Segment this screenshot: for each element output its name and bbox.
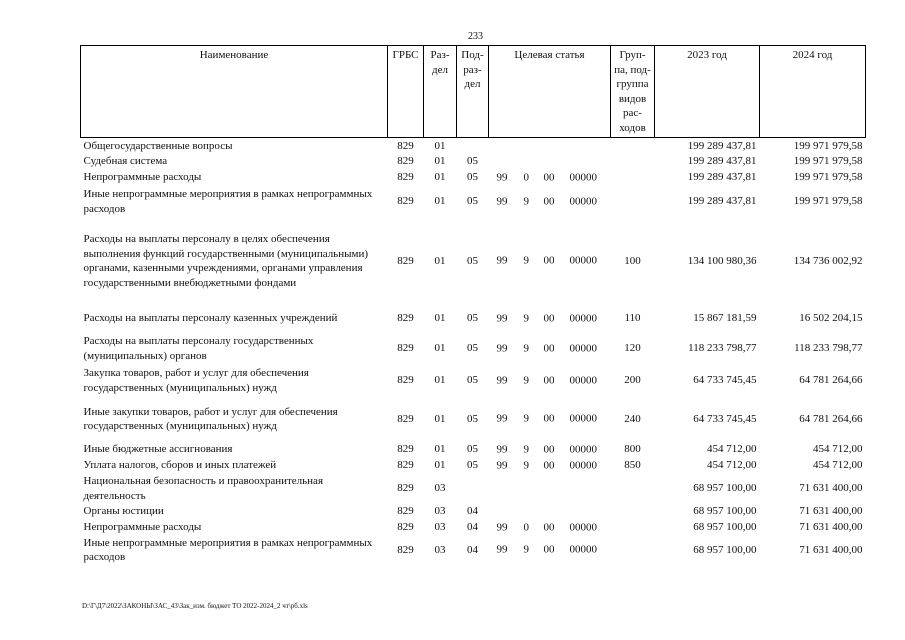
- table-row: [81, 138, 866, 154]
- row-grbs: 829: [397, 312, 414, 325]
- target-code-part: 9: [523, 374, 529, 387]
- row-2023-amount: 68 957 100,00: [693, 521, 757, 534]
- target-code-part: 99: [496, 443, 508, 456]
- table-row: [81, 154, 866, 170]
- target-code-part: 00000: [569, 374, 597, 387]
- table-row: [81, 520, 866, 536]
- row-2024-amount: 454 712,00: [813, 443, 863, 456]
- budget-table: [80, 45, 866, 565]
- row-2023-amount: 68 957 100,00: [693, 543, 757, 556]
- row-target-code: [489, 536, 611, 565]
- row-target-code: [489, 305, 611, 333]
- row-2024-amount: 199 971 979,58: [793, 195, 863, 208]
- page-number: 233: [468, 31, 483, 42]
- row-vid: [611, 154, 655, 170]
- row-grbs: 829: [397, 139, 414, 152]
- row-2024-amount: 199 971 979,58: [793, 171, 863, 184]
- row-grbs: 829: [397, 254, 414, 267]
- row-podrazdel: 05: [467, 155, 478, 168]
- target-code-part: 0: [523, 171, 529, 184]
- row-name: Расходы на выплаты персоналу государственных (муниципальных) органов: [83, 335, 314, 362]
- col-razdel-header: Раз- дел: [424, 46, 457, 138]
- row-grbs: 829: [397, 342, 414, 355]
- row-target-code: [489, 170, 611, 186]
- row-razdel: 01: [434, 443, 446, 456]
- table-row: [81, 536, 866, 565]
- table-row: [81, 504, 866, 520]
- target-code-part: 00000: [569, 254, 597, 267]
- target-code-part: 99: [496, 374, 508, 387]
- row-podrazdel: 04: [467, 543, 478, 556]
- target-code-part: 0: [523, 521, 529, 534]
- row-2024-amount: 199 971 979,58: [793, 139, 863, 152]
- target-code-part: 9: [523, 254, 529, 267]
- row-grbs: 829: [397, 443, 414, 456]
- row-name: Закупка товаров, работ и услуг для обеспечения государственных (муниципальных) нужд: [83, 367, 309, 394]
- row-target-code: [489, 504, 611, 520]
- row-2024-amount: 71 631 400,00: [799, 482, 863, 495]
- row-razdel: 01: [434, 459, 446, 472]
- target-code-part: 9: [523, 543, 529, 556]
- target-code-part: 00000: [569, 412, 597, 425]
- target-code-part: 00: [543, 171, 555, 184]
- target-code-part: 00: [543, 374, 555, 387]
- row-name: Непрограммные расходы: [83, 171, 202, 184]
- row-podrazdel: 05: [467, 459, 478, 472]
- row-2023-amount: 199 289 437,81: [687, 195, 757, 208]
- table-row: [81, 474, 866, 504]
- target-code-part: 00: [543, 195, 555, 208]
- row-podrazdel: [457, 474, 489, 504]
- row-target-code: [489, 154, 611, 170]
- row-name: Общегосударственные вопросы: [83, 139, 233, 152]
- target-code-part: 00000: [569, 543, 597, 556]
- row-target-code: [489, 138, 611, 154]
- row-grbs: 829: [397, 482, 414, 495]
- row-podrazdel: 04: [467, 521, 478, 534]
- target-code-part: 00: [543, 342, 555, 355]
- table-row: [81, 218, 866, 305]
- row-2023-amount: 199 289 437,81: [687, 171, 757, 184]
- row-podrazdel: [457, 138, 489, 154]
- row-vid: 100: [624, 254, 641, 267]
- row-2023-amount: 68 957 100,00: [693, 482, 757, 495]
- row-vid: [611, 520, 655, 536]
- row-vid: 800: [624, 443, 641, 456]
- row-podrazdel: 05: [467, 443, 478, 456]
- row-vid: 120: [624, 342, 641, 355]
- table-header: [81, 46, 866, 138]
- row-vid: 850: [624, 459, 641, 472]
- row-target-code: [489, 333, 611, 365]
- row-name: Уплата налогов, сборов и иных платежей: [83, 459, 277, 472]
- target-code-part: 99: [496, 195, 508, 208]
- row-razdel: 03: [434, 543, 446, 556]
- row-podrazdel: 05: [467, 195, 478, 208]
- target-code-part: 00: [543, 521, 555, 534]
- table-row: [81, 458, 866, 474]
- row-2023-amount: 199 289 437,81: [687, 155, 757, 168]
- row-vid: [611, 186, 655, 218]
- target-code-part: 00: [543, 312, 555, 325]
- row-2024-amount: 16 502 204,15: [799, 312, 863, 325]
- row-2024-amount: 118 233 798,77: [794, 342, 863, 355]
- table-row: [81, 365, 866, 397]
- target-code-part: 99: [496, 342, 508, 355]
- row-grbs: 829: [397, 374, 414, 387]
- row-razdel: 03: [434, 482, 446, 495]
- row-name: Расходы на выплаты персоналу в целях обеспечения выполнения функций государственными (муниципальными) органами, казенными учреждениями, органами управления государственными внебюджетными фондами: [83, 233, 368, 289]
- target-code-part: 99: [496, 254, 508, 267]
- target-code-part: 99: [496, 412, 508, 425]
- row-2023-amount: 68 957 100,00: [693, 505, 757, 518]
- table-row: [81, 397, 866, 442]
- target-code-part: 00: [543, 254, 555, 267]
- row-grbs: 829: [397, 543, 414, 556]
- row-razdel: 01: [434, 342, 446, 355]
- row-vid: [611, 474, 655, 504]
- row-podrazdel: 05: [467, 412, 478, 425]
- table-row: [81, 170, 866, 186]
- file-path-footer: D:\Г\Д7\2022\ЗАКОНЫ\ЗАС_43\Зак_изм. бюджет ТО 2022-2024_2 чт\рб.xls: [82, 602, 308, 610]
- row-name: Непрограммные расходы: [83, 521, 202, 534]
- row-grbs: 829: [397, 171, 414, 184]
- row-name: Иные закупки товаров, работ и услуг для обеспечения государственных (муниципальных) нужд: [83, 405, 338, 433]
- target-code-part: 00: [543, 443, 555, 456]
- target-code-part: 9: [523, 412, 529, 425]
- target-code-part: 9: [523, 443, 529, 456]
- target-code-part: 9: [523, 195, 529, 208]
- row-grbs: 829: [397, 459, 414, 472]
- row-razdel: 03: [434, 521, 446, 534]
- row-razdel: 01: [434, 139, 446, 152]
- row-2023-amount: 199 289 437,81: [687, 139, 757, 152]
- row-razdel: 01: [434, 171, 446, 184]
- col-target-header: Целевая статья: [489, 46, 611, 138]
- row-podrazdel: 05: [467, 374, 478, 387]
- row-grbs: 829: [397, 521, 414, 534]
- row-2023-amount: 118 233 798,77: [688, 342, 757, 355]
- target-code-part: 00: [543, 543, 555, 556]
- row-name: Иные бюджетные ассигнования: [83, 443, 233, 456]
- row-razdel: 01: [434, 312, 446, 325]
- target-code-part: 00000: [569, 443, 597, 456]
- row-2024-amount: 71 631 400,00: [799, 543, 863, 556]
- target-code-part: 99: [496, 543, 508, 556]
- row-target-code: [489, 442, 611, 458]
- row-grbs: 829: [397, 505, 414, 518]
- target-code-part: 99: [496, 312, 508, 325]
- row-2023-amount: 64 733 745,45: [693, 374, 757, 387]
- row-2024-amount: 71 631 400,00: [799, 505, 863, 518]
- row-vid: 240: [624, 412, 641, 425]
- row-2023-amount: 454 712,00: [707, 459, 757, 472]
- table-row: [81, 305, 866, 333]
- row-2024-amount: 199 971 979,58: [793, 155, 863, 168]
- target-code-part: 00000: [569, 342, 597, 355]
- row-target-code: [489, 458, 611, 474]
- row-razdel: 01: [434, 254, 446, 267]
- row-vid: 110: [624, 312, 641, 325]
- col-2024-header: 2024 год: [760, 46, 866, 138]
- target-code-part: 9: [523, 312, 529, 325]
- target-code-part: 00: [543, 459, 555, 472]
- target-code-part: 99: [496, 459, 508, 472]
- table-row: [81, 333, 866, 365]
- target-code-part: 00000: [569, 195, 597, 208]
- row-target-code: [489, 520, 611, 536]
- table-row: [81, 186, 866, 218]
- row-razdel: 01: [434, 155, 446, 168]
- row-name: Расходы на выплаты персоналу казенных учреждений: [83, 312, 338, 325]
- row-name: Иные непрограммные мероприятия в рамках непрограммных расходов: [83, 188, 373, 215]
- table-body: [81, 138, 866, 565]
- col-2023-header: 2023 год: [655, 46, 760, 138]
- target-code-part: 00000: [569, 171, 597, 184]
- row-vid: [611, 138, 655, 154]
- target-code-part: 00: [543, 412, 555, 425]
- table-row: [81, 442, 866, 458]
- row-grbs: 829: [397, 412, 414, 425]
- row-razdel: 01: [434, 195, 446, 208]
- row-2024-amount: 64 781 264,66: [799, 374, 863, 387]
- row-2024-amount: 134 736 002,92: [793, 254, 863, 267]
- row-2024-amount: 454 712,00: [813, 459, 863, 472]
- col-podrazdel-header: Под- раз- дел: [457, 46, 489, 138]
- col-grbs-header: ГРБС: [388, 46, 424, 138]
- target-code-part: 99: [496, 171, 508, 184]
- row-podrazdel: 04: [467, 505, 478, 518]
- row-podrazdel: 05: [467, 171, 478, 184]
- target-code-part: 00000: [569, 459, 597, 472]
- row-name: Национальная безопасность и правоохранительная деятельность: [83, 475, 323, 502]
- col-name-header: Наименование: [81, 46, 388, 138]
- row-name: Иные непрограммные мероприятия в рамках непрограммных расходов: [83, 536, 373, 564]
- row-grbs: 829: [397, 155, 414, 168]
- row-target-code: [489, 365, 611, 397]
- row-podrazdel: 05: [467, 342, 478, 355]
- row-podrazdel: 05: [467, 254, 478, 267]
- target-code-part: 00000: [569, 312, 597, 325]
- target-code-part: 99: [496, 521, 508, 534]
- row-2023-amount: 64 733 745,45: [693, 412, 757, 425]
- row-name: Судебная система: [83, 155, 168, 168]
- row-target-code: [489, 218, 611, 305]
- row-vid: 200: [624, 374, 641, 387]
- row-2023-amount: 454 712,00: [707, 443, 757, 456]
- row-2023-amount: 134 100 980,36: [687, 254, 757, 267]
- row-razdel: 01: [434, 412, 446, 425]
- row-razdel: 01: [434, 374, 446, 387]
- target-code-part: 9: [523, 459, 529, 472]
- row-vid: [611, 504, 655, 520]
- row-podrazdel: 05: [467, 312, 478, 325]
- row-2024-amount: 71 631 400,00: [799, 521, 863, 534]
- row-target-code: [489, 186, 611, 218]
- row-name: Органы юстиции: [83, 505, 164, 518]
- row-2024-amount: 64 781 264,66: [799, 412, 863, 425]
- row-target-code: [489, 397, 611, 442]
- row-2023-amount: 15 867 181,59: [693, 312, 757, 325]
- target-code-part: 9: [523, 342, 529, 355]
- row-target-code: [489, 474, 611, 504]
- row-grbs: 829: [397, 195, 414, 208]
- target-code-part: 00000: [569, 521, 597, 534]
- col-vid-header: Груп- па, под- группа видов рас- ходов: [611, 46, 655, 138]
- row-razdel: 03: [434, 505, 446, 518]
- row-vid: [611, 536, 655, 565]
- row-vid: [611, 170, 655, 186]
